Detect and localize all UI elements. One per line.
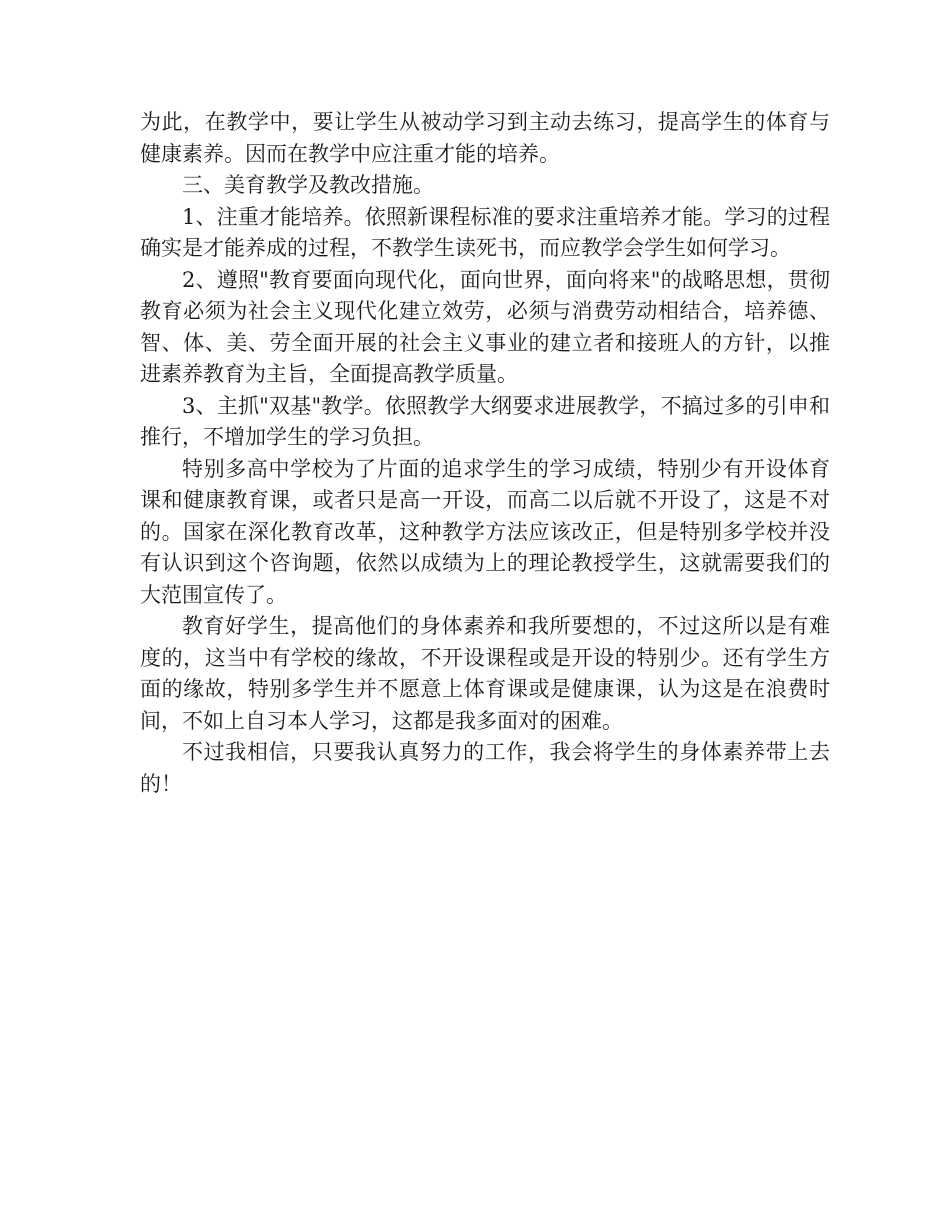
paragraph-5: 3、主抓"双基"教学。依照教学大纲要求进展教学，不搞过多的引申和推行，不增加学生的学习负担。 — [140, 393, 830, 449]
paragraph-1: 为此，在教学中，要让学生从被动学习到主动去练习，提高学生的体育与健康素养。因而在教学中应注重才能的培养。 — [140, 110, 830, 166]
paragraph-8: 不过我相信，只要我认真努力的工作，我会将学生的身体素养带上去的！ — [140, 740, 830, 796]
paragraph-6: 特别多高中学校为了片面的追求学生的学习成绩，特别少有开设体育课和健康教育课，或者只是高一开设，而高二以后就不开设了，这是不对的。国家在深化教育改革，这种教学方法应该改正，但是特别多学校并没有认识到这个咨询题，依然以成绩为上的理论教授学生，这就需要我们的大范围宣传了。 — [140, 456, 830, 607]
paragraph-7: 教育好学生，提高他们的身体素养和我所要想的，不过这所以是有难度的，这当中有学校的缘故，不开设课程或是开设的特别少。还有学生方面的缘故，特别多学生并不愿意上体育课或是健康课，认为这是在浪费时间，不如上自习本人学习，这都是我多面对的困难。 — [140, 614, 830, 733]
paragraph-2-section-heading: 三、美育教学及教改措施。 — [182, 173, 434, 197]
paragraph-3: 1、注重才能培养。依照新课程标准的要求注重培养才能。学习的过程确实是才能养成的过程，不教学生读死书，而应教学会学生如何学习。 — [140, 204, 830, 260]
paragraph-4: 2、遵照"教育要面向现代化，面向世界，面向将来"的战略思想，贯彻教育必须为社会主义现代化建立效劳，必须与消费劳动相结合，培养德、智、体、美、劳全面开展的社会主义事业的建立者和接班人的方针，以推进素养教育为主旨，全面提高教学质量。 — [140, 267, 830, 386]
document-body — [140, 107, 830, 800]
